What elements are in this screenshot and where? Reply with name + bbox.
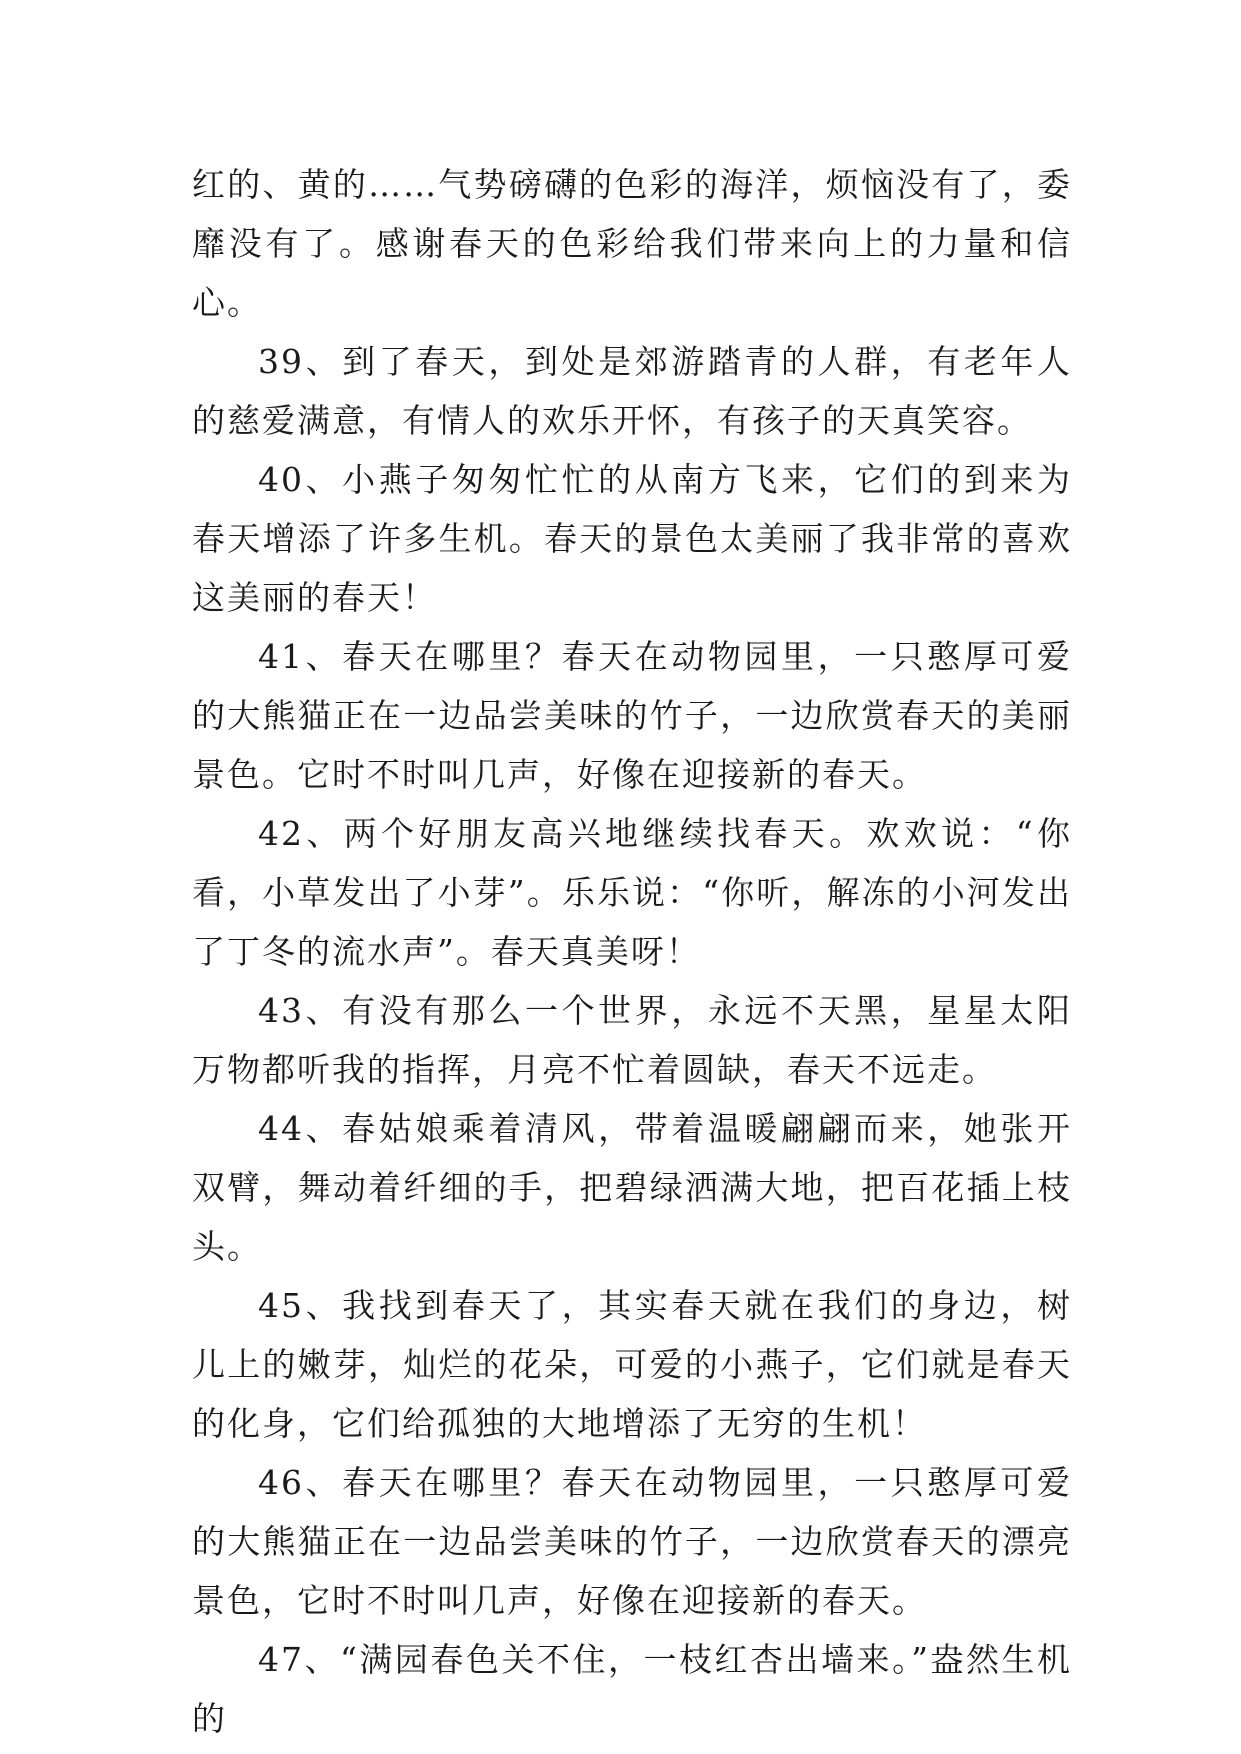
paragraph-47: 47、“满园春色关不住，一枝红杏出墙来。”盎然生机的 (192, 1640, 1072, 1738)
paragraph-43: 43、有没有那么一个世界，永远不天黑，星星太阳万物都听我的指挥，月亮不忙着圆缺，春天不远走。 (192, 991, 1072, 1089)
paragraph: 红的、黄的……气势磅礴的色彩的海洋，烦恼没有了，委靡没有了。感谢春天的色彩给我们带来向上的力量和信心。 (192, 165, 1072, 322)
paragraph-40: 40、小燕子匆匆忙忙的从南方飞来，它们的到来为春天增添了许多生机。春天的景色太美丽了我非常的喜欢这美丽的春天！ (192, 460, 1072, 617)
paragraph-42: 42、两个好朋友高兴地继续找春天。欢欢说：“你看，小草发出了小芽”。乐乐说：“你听，解冻的小河发出了丁冬的流水声”。春天真美呀！ (192, 814, 1072, 971)
paragraph-41: 41、春天在哪里？春天在动物园里，一只憨厚可爱的大熊猫正在一边品尝美味的竹子，一边欣赏春天的美丽景色。它时不时叫几声，好像在迎接新的春天。 (192, 637, 1072, 794)
document-body (192, 155, 1072, 1748)
paragraph-39: 39、到了春天，到处是郊游踏青的人群，有老年人的慈爱满意，有情人的欢乐开怀，有孩子的天真笑容。 (192, 342, 1072, 440)
paragraph-44: 44、春姑娘乘着清风，带着温暖翩翩而来，她张开双臂，舞动着纤细的手，把碧绿洒满大地，把百花插上枝头。 (192, 1109, 1072, 1266)
paragraph-45: 45、我找到春天了，其实春天就在我们的身边，树儿上的嫩芽，灿烂的花朵，可爱的小燕子，它们就是春天的化身，它们给孤独的大地增添了无穷的生机！ (192, 1286, 1072, 1443)
paragraph-46: 46、春天在哪里？春天在动物园里，一只憨厚可爱的大熊猫正在一边品尝美味的竹子，一边欣赏春天的漂亮景色，它时不时叫几声，好像在迎接新的春天。 (192, 1463, 1072, 1620)
